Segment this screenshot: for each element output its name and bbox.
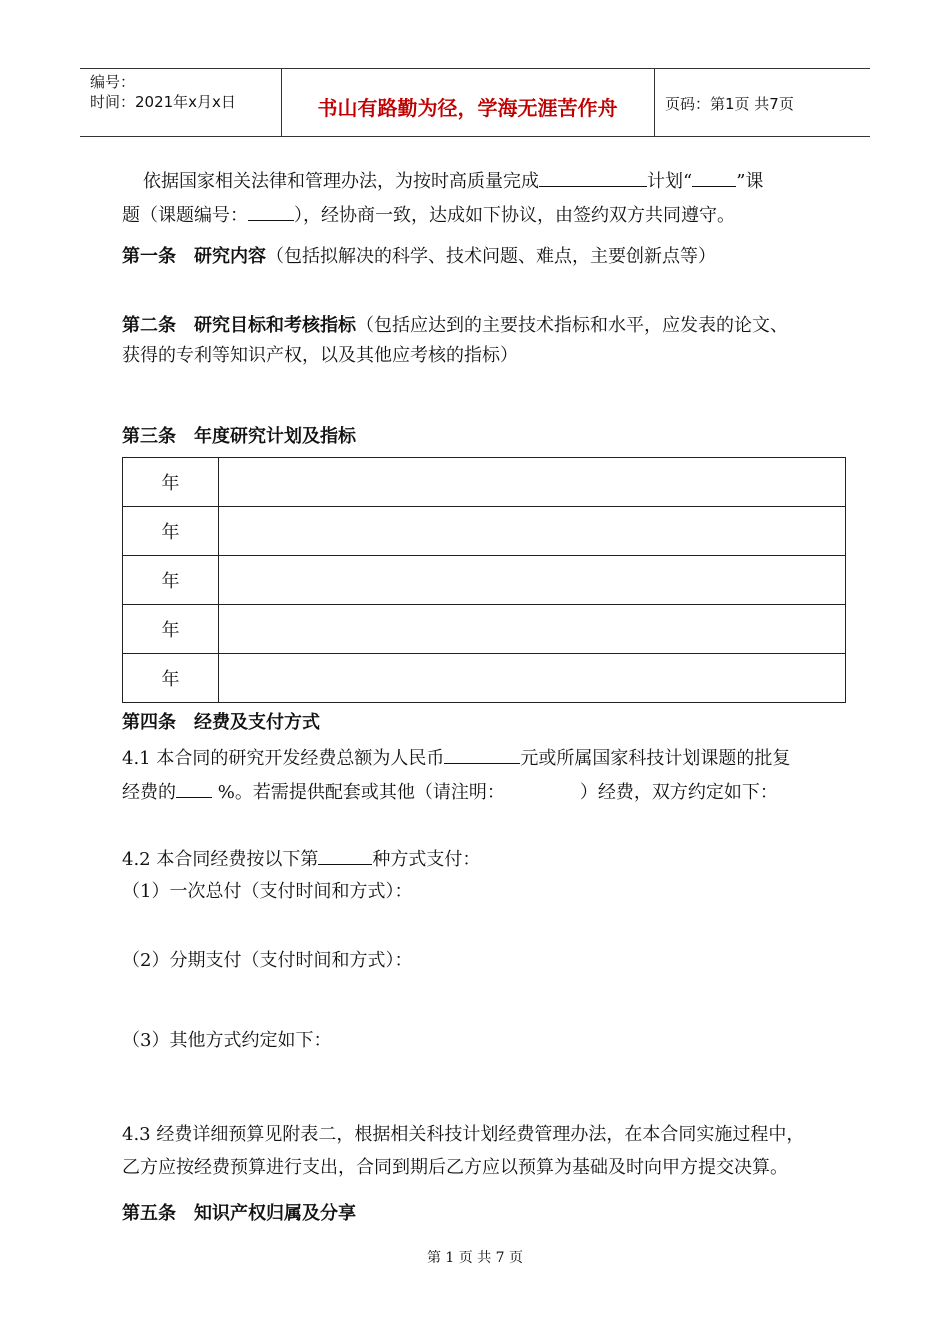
total-amount-blank bbox=[444, 747, 520, 764]
article-1 bbox=[122, 247, 716, 267]
payment-option-3: （3）其他方式约定如下： bbox=[122, 1030, 332, 1051]
intro-line-1: 依据国家相关法律和管理办法，为按时高质量完成 计划“ ”课 bbox=[143, 171, 764, 192]
topic-number-blank bbox=[248, 204, 294, 221]
article-2-title: 第二条 研究目标和考核指标 bbox=[122, 315, 356, 336]
plan-name-blank bbox=[539, 170, 647, 187]
page-number-label: 页码：第1页 共7页 bbox=[665, 95, 794, 113]
year-cell: 年 bbox=[123, 654, 219, 703]
plan-cell[interactable] bbox=[219, 507, 846, 556]
para-4-3-line-1: 4.3 经费详细预算见附表二，根据相关科技计划经费管理办法，在本合同实施过程中， bbox=[122, 1124, 805, 1145]
year-cell: 年 bbox=[123, 507, 219, 556]
article-2-line-1 bbox=[122, 316, 788, 336]
table-row bbox=[123, 654, 846, 703]
number-label: 编号： bbox=[90, 73, 136, 91]
table-row bbox=[123, 556, 846, 605]
percent-blank bbox=[176, 781, 212, 798]
header-motto: 书山有路勤为径，学海无涯苦作舟 bbox=[317, 96, 618, 120]
para-4-2: 4.2 本合同经费按以下第 种方式支付： bbox=[122, 849, 481, 870]
para-4-1-line-1: 4.1 本合同的研究开发经费总额为人民币 元或所属国家科技计划课题的批复 bbox=[122, 748, 791, 769]
table-row bbox=[123, 605, 846, 654]
annual-plan-table bbox=[122, 457, 846, 703]
plan-cell[interactable] bbox=[219, 654, 846, 703]
article-5-title: 第五条 知识产权归属及分享 bbox=[122, 1203, 356, 1224]
topic-name-blank bbox=[692, 170, 736, 187]
article-2-note-1: （包括应达到的主要技术指标和水平，应发表的论文、 bbox=[356, 315, 788, 336]
article-4-title: 第四条 经费及支付方式 bbox=[122, 712, 320, 733]
article-1-title: 第一条 研究内容 bbox=[122, 246, 266, 267]
article-3-title: 第三条 年度研究计划及指标 bbox=[122, 426, 356, 447]
para-4-3-line-2: 乙方应按经费预算进行支出，合同到期后乙方应以预算为基础及时向甲方提交决算。 bbox=[122, 1157, 788, 1178]
header-left-cell bbox=[80, 69, 282, 136]
date-label: 时间：2021年x月x日 bbox=[90, 93, 236, 111]
payment-option-1: （1）一次总付（支付时间和方式）： bbox=[122, 881, 413, 902]
header-right-cell bbox=[655, 69, 870, 136]
article-2-note-2: 获得的专利等知识产权，以及其他应考核的指标） bbox=[122, 345, 518, 366]
intro-line-2: 题（课题编号： ），经协商一致，达成如下协议，由签约双方共同遵守。 bbox=[122, 205, 735, 226]
payment-method-blank bbox=[318, 848, 372, 865]
article-1-note: （包括拟解决的科学、技术问题、难点，主要创新点等） bbox=[266, 246, 716, 267]
payment-option-2: （2）分期支付（支付时间和方式）： bbox=[122, 950, 413, 971]
year-cell: 年 bbox=[123, 605, 219, 654]
page-header bbox=[80, 68, 870, 137]
plan-cell[interactable] bbox=[219, 605, 846, 654]
plan-cell[interactable] bbox=[219, 458, 846, 507]
year-cell: 年 bbox=[123, 458, 219, 507]
para-4-1-line-2: 经费的 %。若需提供配套或其他（请注明： ）经费，双方约定如下： bbox=[122, 782, 778, 803]
table-row bbox=[123, 458, 846, 507]
table-row bbox=[123, 507, 846, 556]
plan-cell[interactable] bbox=[219, 556, 846, 605]
year-cell: 年 bbox=[123, 556, 219, 605]
header-motto-cell bbox=[281, 69, 655, 136]
page-footer: 第 1 页 共 7 页 bbox=[426, 1250, 524, 1266]
